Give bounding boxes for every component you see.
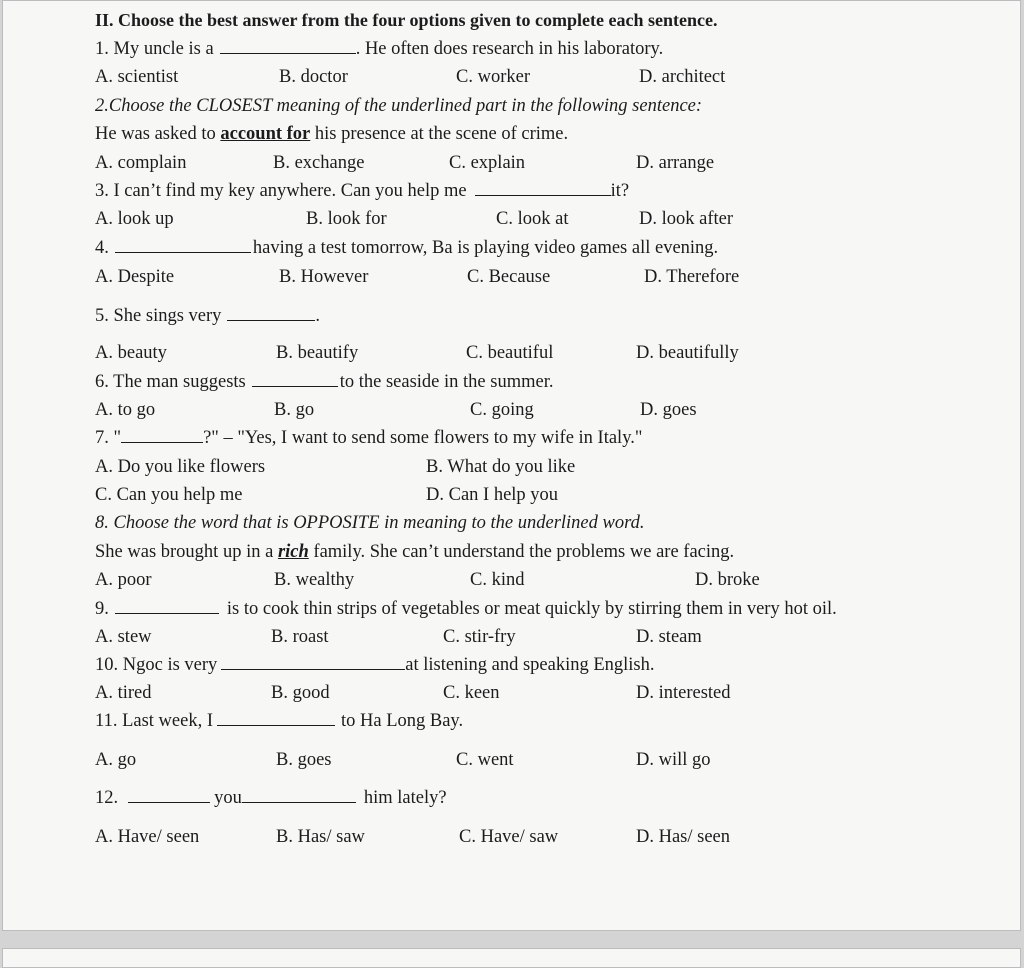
q6-option-c: C. going — [470, 400, 534, 420]
q2-underlined-part: account for — [220, 124, 311, 144]
q6-option-d: D. goes — [640, 400, 697, 420]
q9-option-d: D. steam — [636, 627, 702, 647]
q3-option-c: C. look at — [496, 209, 569, 229]
q1-text-start: 1. My uncle is a — [95, 39, 214, 59]
question-10 — [95, 654, 655, 676]
section-heading: II. Choose the best answer from the four options given to complete each sentence. — [95, 10, 718, 30]
q8-text-start: She was brought up in a — [95, 542, 274, 562]
q9-option-a: A. stew — [95, 627, 152, 647]
q3-option-d: D. look after — [639, 209, 734, 229]
q4-option-c: C. Because — [467, 267, 551, 287]
q11-option-a: A. go — [95, 750, 137, 770]
question-4 — [95, 237, 718, 259]
q12-option-c: C. Have/ saw — [459, 827, 559, 847]
q5-text-end: . — [315, 306, 321, 326]
q1-option-a: A. scientist — [95, 67, 179, 87]
question-6 — [95, 371, 553, 393]
q10-text-start: 10. Ngoc is very — [95, 655, 218, 675]
q1-blank — [220, 39, 356, 54]
q10-option-c: C. keen — [443, 683, 500, 703]
q2-option-b: B. exchange — [273, 153, 365, 173]
q2-text-start: He was asked to — [95, 124, 216, 144]
q4-option-d: D. Therefore — [644, 267, 740, 287]
q8-option-d: D. broke — [695, 570, 760, 590]
q12-text-end: him lately? — [363, 788, 447, 808]
q4-option-b: B. However — [279, 267, 369, 287]
q7-option-a: A. Do you like flowers — [95, 457, 266, 477]
q4-text-start: 4. — [95, 238, 109, 258]
next-page-edge — [2, 948, 1021, 968]
question-7 — [95, 427, 642, 449]
question-5 — [95, 305, 320, 327]
q2-text-end: his presence at the scene of crime. — [314, 124, 569, 144]
q3-option-b: B. look for — [306, 209, 387, 229]
question-3 — [95, 180, 629, 202]
q8-instruction: 8. Choose the word that is OPPOSITE in meaning to the underlined word. — [95, 513, 645, 533]
q10-option-b: B. good — [271, 683, 330, 703]
q12-text-start: 12. — [95, 788, 119, 808]
q6-blank — [252, 372, 338, 387]
q11-option-d: D. will go — [636, 750, 711, 770]
question-1 — [95, 38, 663, 60]
q8-option-c: C. kind — [470, 570, 525, 590]
q10-option-a: A. tired — [95, 683, 152, 703]
q5-text-start: 5. She sings very — [95, 306, 222, 326]
q1-option-d: D. architect — [639, 67, 726, 87]
q8-text-end: family. She can’t understand the problems we are facing. — [313, 542, 735, 562]
q12-option-a: A. Have/ seen — [95, 827, 200, 847]
q11-option-c: C. went — [456, 750, 514, 770]
q3-option-a: A. look up — [95, 209, 174, 229]
q7-blank — [121, 428, 203, 443]
q6-option-a: A. to go — [95, 400, 156, 420]
q2-instruction: 2.Choose the CLOSEST meaning of the underlined part in the following sentence: — [95, 96, 703, 116]
q1-text-end: . He often does research in his laboratory. — [355, 39, 664, 59]
q7-option-c: C. Can you help me — [95, 485, 243, 505]
q2-option-c: C. explain — [449, 153, 526, 173]
q1-option-c: C. worker — [456, 67, 530, 87]
q3-text-start: 3. I can’t find my key anywhere. Can you help me — [95, 181, 467, 201]
q8-underlined-word: rich — [277, 542, 309, 562]
q12-text-middle: you — [214, 788, 242, 808]
q12-option-d: D. Has/ seen — [636, 827, 731, 847]
q9-blank — [115, 599, 219, 614]
q5-option-a: A. beauty — [95, 343, 167, 363]
q11-option-b: B. goes — [276, 750, 332, 770]
q12-option-b: B. Has/ saw — [276, 827, 365, 847]
q8-option-b: B. wealthy — [274, 570, 355, 590]
q3-blank — [475, 181, 611, 196]
question-11 — [95, 710, 463, 732]
q5-option-b: B. beautify — [276, 343, 359, 363]
q7-text-start: 7. " — [95, 428, 122, 448]
q6-option-b: B. go — [274, 400, 315, 420]
q7-option-b: B. What do you like — [426, 457, 576, 477]
q2-option-a: A. complain — [95, 153, 187, 173]
q10-blank — [221, 655, 405, 670]
q9-option-c: C. stir-fry — [443, 627, 516, 647]
q5-option-c: C. beautiful — [466, 343, 554, 363]
q3-text-end: it? — [610, 181, 630, 201]
worksheet-page — [2, 0, 1021, 931]
question-9 — [95, 598, 837, 620]
q10-text-end: at listening and speaking English. — [405, 655, 655, 675]
q7-text-end: ?" – "Yes, I want to send some flowers to my wife in Italy." — [203, 428, 643, 448]
q11-text-start: 11. Last week, I — [95, 711, 213, 731]
q12-blank-1 — [128, 788, 210, 803]
q1-option-b: B. doctor — [279, 67, 348, 87]
q11-blank — [217, 711, 335, 726]
q10-option-d: D. interested — [636, 683, 731, 703]
q4-blank — [115, 238, 251, 253]
q8-option-a: A. poor — [95, 570, 152, 590]
q9-text-start: 9. — [95, 599, 109, 619]
question-12 — [95, 787, 447, 809]
q9-option-b: B. roast — [271, 627, 329, 647]
question-2 — [95, 123, 568, 145]
question-8 — [95, 541, 734, 563]
q11-text-end: to Ha Long Bay. — [340, 711, 464, 731]
q5-option-d: D. beautifully — [636, 343, 739, 363]
q2-option-d: D. arrange — [636, 153, 715, 173]
q7-option-d: D. Can I help you — [426, 485, 559, 505]
q6-text-start: 6. The man suggests — [95, 372, 246, 392]
q4-option-a: A. Despite — [95, 267, 175, 287]
q9-text-end: is to cook thin strips of vegetables or meat quickly by stirring them in very hot oil. — [226, 599, 837, 619]
q5-blank — [227, 306, 315, 321]
q4-text-end: having a test tomorrow, Ba is playing video games all evening. — [252, 238, 719, 258]
q6-text-end: to the seaside in the summer. — [339, 372, 554, 392]
q12-blank-2 — [242, 788, 356, 803]
